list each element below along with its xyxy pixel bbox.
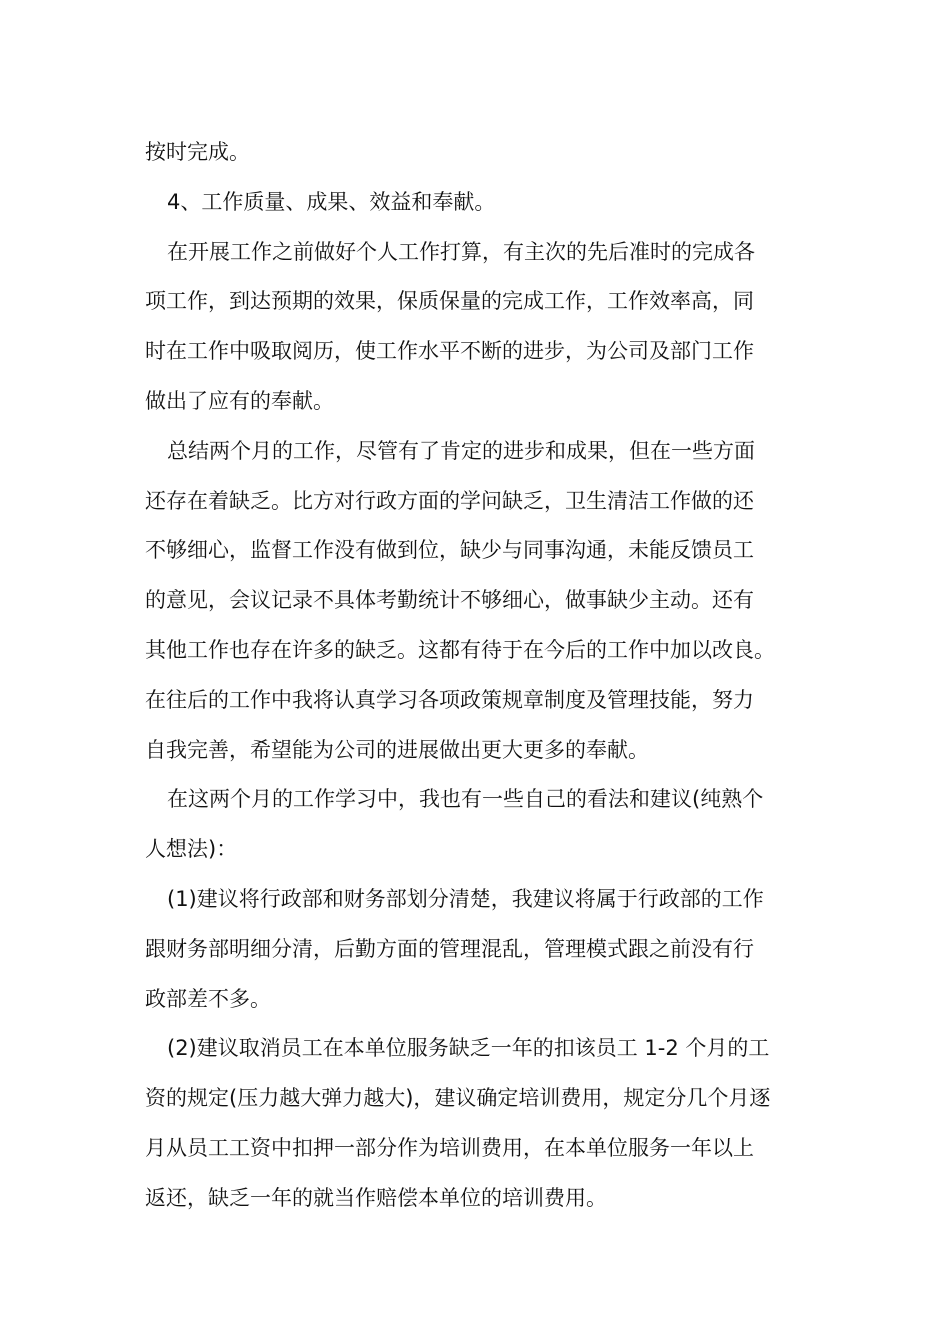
- suggestion-2-line: 资的规定(压力越大弹力越大)，建议确定培训费用，规定分几个月逐: [145, 1086, 771, 1111]
- text-line: 项工作，到达预期的效果，保质保量的完成工作，工作效率高，同: [145, 289, 754, 314]
- text-line: 总结两个月的工作，尽管有了肯定的进步和成果，但在一些方面: [167, 438, 755, 463]
- text-line: 不够细心，监督工作没有做到位，缺少与同事沟通，未能反馈员工: [145, 538, 754, 563]
- section-heading: 4、工作质量、成果、效益和奉献。: [167, 189, 496, 214]
- suggestion-1-line: 跟财务部明细分清，后勤方面的管理混乱，管理模式跟之前没有行: [145, 936, 754, 961]
- suggestion-1-line: (1)建议将行政部和财务部划分清楚，我建议将属于行政部的工作: [167, 886, 764, 911]
- text-line: 其他工作也存在许多的缺乏。这都有待于在今后的工作中加以改良。: [145, 637, 775, 662]
- text-line: 在这两个月的工作学习中，我也有一些自己的看法和建议(纯熟个: [167, 787, 764, 812]
- suggestion-2-line: (2)建议取消员工在本单位服务缺乏一年的扣该员工 1-2 个月的工: [167, 1036, 770, 1061]
- text-line: 在开展工作之前做好个人工作打算，有主次的先后准时的完成各: [167, 239, 755, 264]
- text-line: 做出了应有的奉献。: [145, 388, 334, 413]
- suggestion-2-line: 月从员工工资中扣押一部分作为培训费用，在本单位服务一年以上: [145, 1135, 754, 1160]
- text-line: 人想法)：: [145, 837, 238, 862]
- text-line: 按时完成。: [145, 140, 250, 164]
- suggestion-1-line: 政部差不多。: [145, 986, 271, 1011]
- text-line: 时在工作中吸取阅历，使工作水平不断的进步，为公司及部门工作: [145, 339, 754, 364]
- text-line: 的意见，会议记录不具体考勤统计不够细心，做事缺少主动。还有: [145, 588, 754, 613]
- text-line: 自我完善，希望能为公司的进展做出更大更多的奉献。: [145, 737, 649, 762]
- text-line: 还存在着缺乏。比方对行政方面的学问缺乏，卫生清洁工作做的还: [145, 488, 754, 513]
- text-line: 在往后的工作中我将认真学习各项政策规章制度及管理技能，努力: [145, 687, 754, 712]
- suggestion-2-line: 返还，缺乏一年的就当作赔偿本单位的培训费用。: [145, 1185, 607, 1210]
- document-body: [145, 128, 825, 1224]
